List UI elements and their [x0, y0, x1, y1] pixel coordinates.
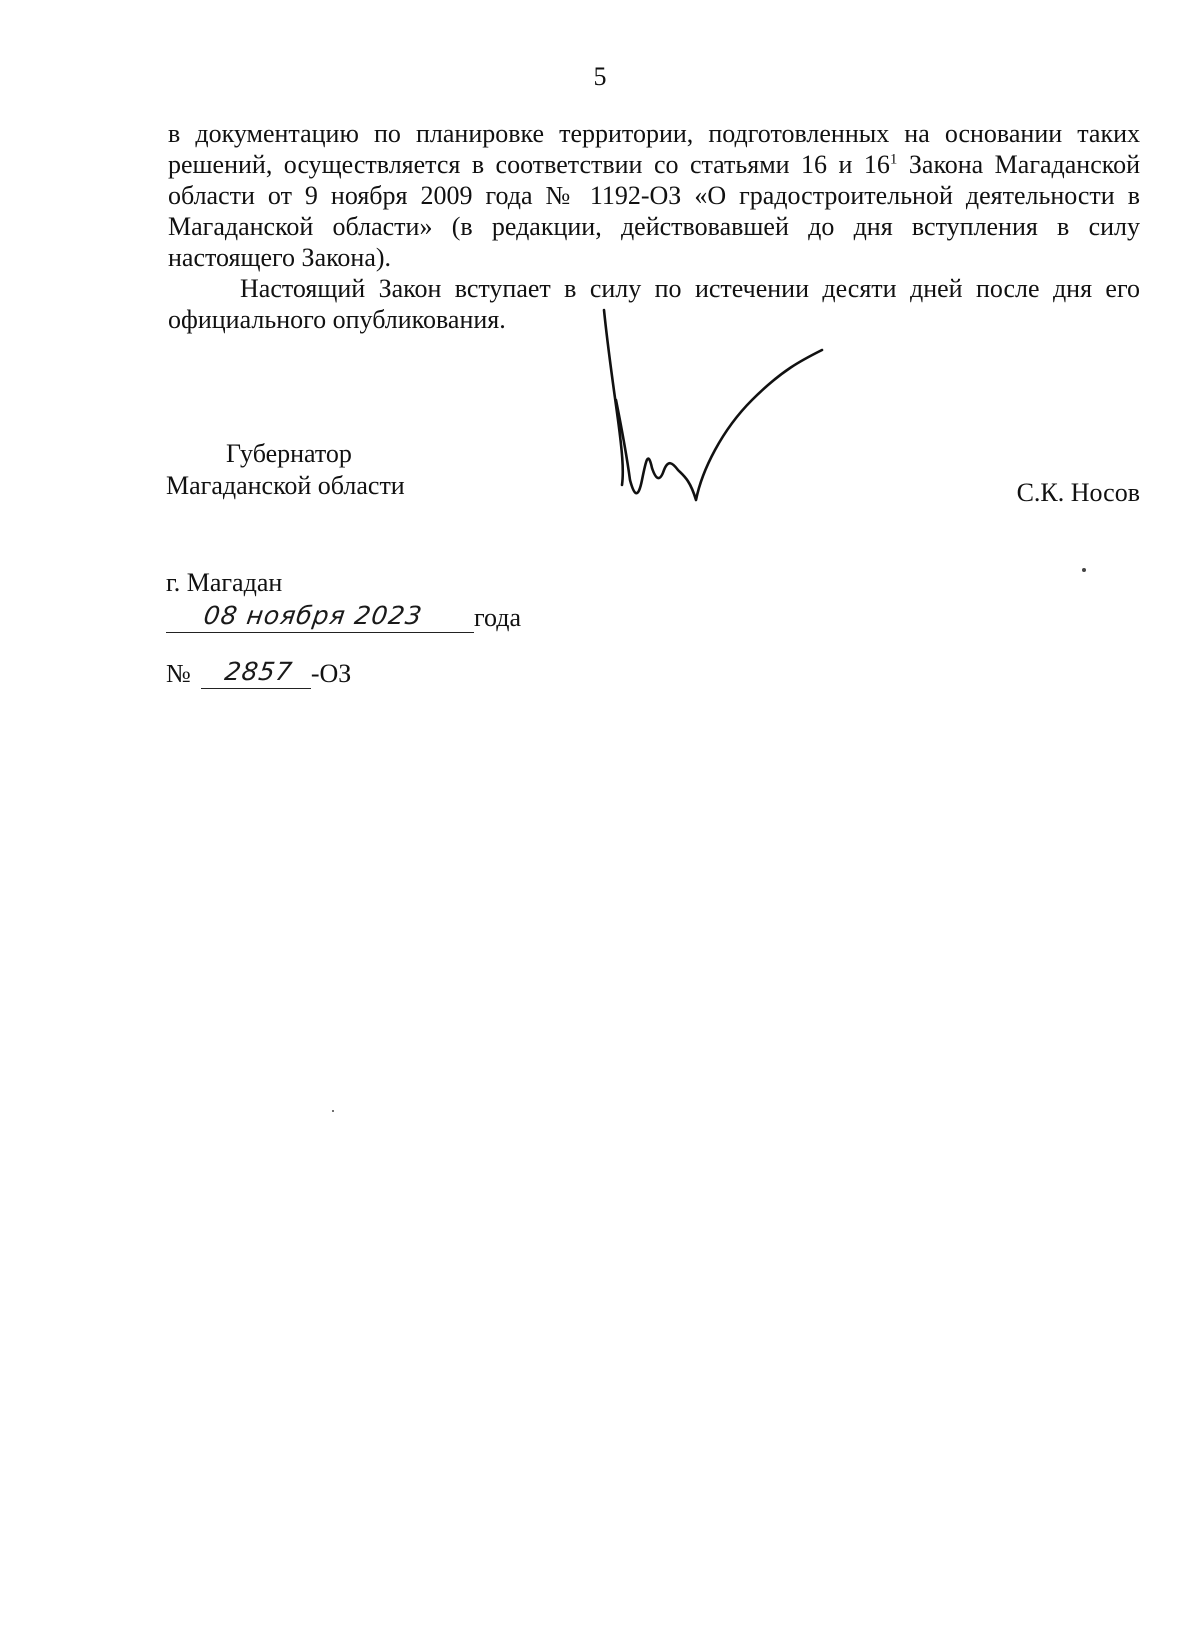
role-title: Губернатор — [226, 439, 352, 468]
signatory-name: С.К. Носов — [1016, 478, 1140, 507]
number-sign: № — [166, 659, 191, 688]
handwritten-signature — [600, 300, 860, 530]
scan-speck — [1082, 568, 1086, 572]
superscript: 1 — [889, 151, 898, 168]
handwritten-number: 2857 — [222, 657, 295, 686]
date-suffix: года — [474, 603, 522, 632]
scan-speck — [332, 1110, 334, 1112]
signatory-role — [166, 438, 405, 502]
number-field — [201, 658, 311, 689]
handwritten-date: 08 ноября 2023 — [201, 601, 425, 630]
signing-date — [166, 602, 521, 633]
paragraph-text: в документацию по планировке территории, подготовленных на основании таких решений, осуществляется в соответствии со статьями 16 и 16 — [168, 119, 1140, 179]
law-number — [166, 658, 351, 689]
date-field — [166, 602, 474, 633]
page-number: 5 — [593, 62, 607, 91]
number-suffix: -ОЗ — [310, 659, 352, 688]
paragraph-text: Закона Магаданской области от 9 ноября 2009 года № 1192-ОЗ «О градостроительной деятельности в Магаданской области» (в редакции, действовавшей до дня вступления в силу настоящего Закона). — [168, 150, 1140, 272]
paragraph-continuation — [168, 118, 1140, 273]
paragraph-effective-date: Настоящий Закон вступает в силу по истечении десяти дней после дня его официального опубликования. — [168, 274, 1140, 334]
role-region: Магаданской области — [166, 471, 405, 500]
city: г. Магадан — [166, 568, 283, 597]
